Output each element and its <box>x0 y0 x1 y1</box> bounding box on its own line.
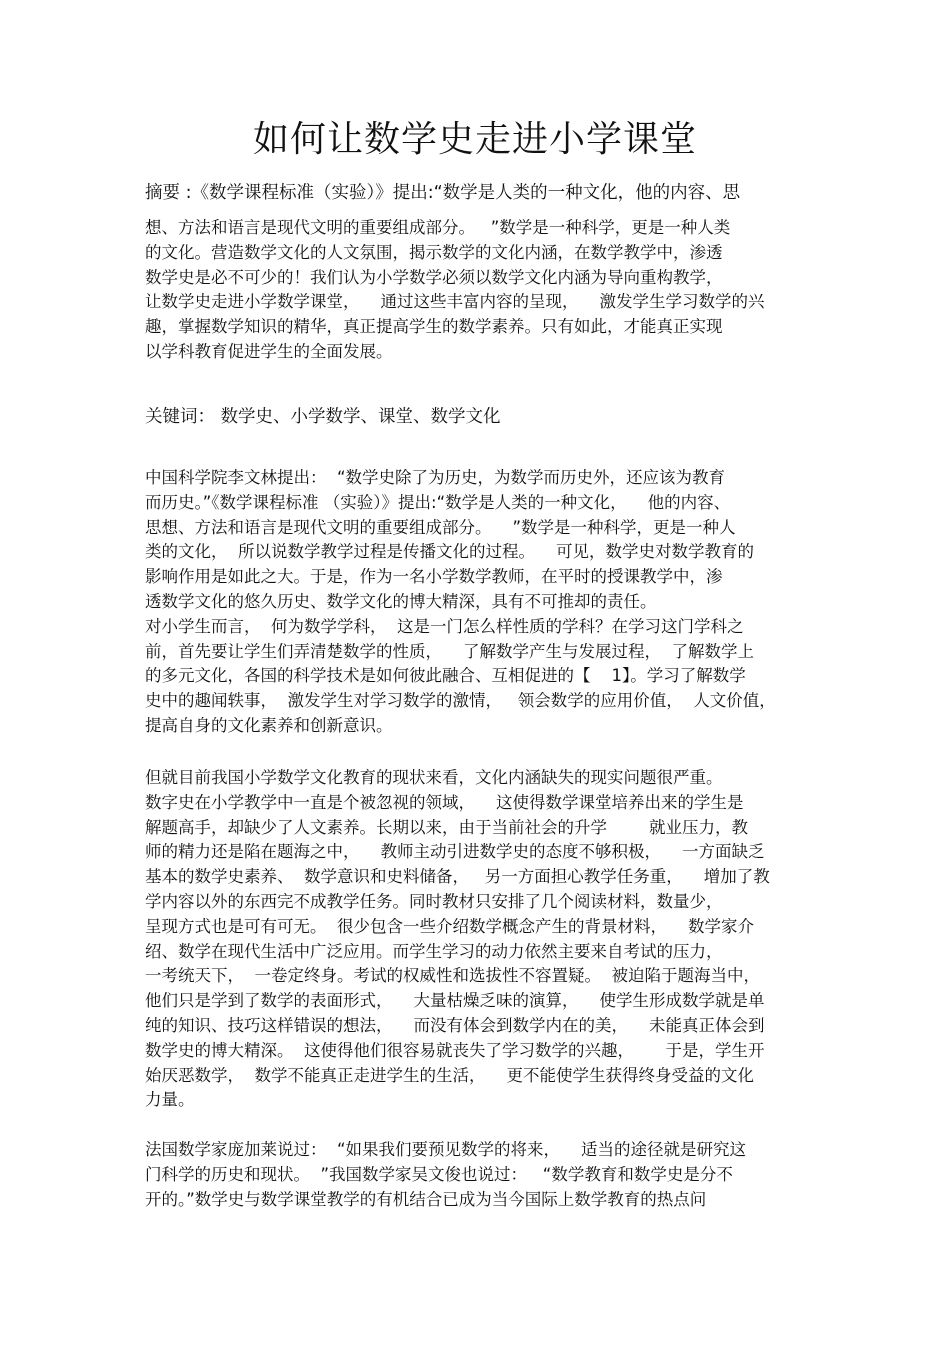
abstract <box>145 178 815 365</box>
paragraph-line: 中国科学院李文林提出： “数学史除了为历史，为数学而历史外，还应该为教育 <box>145 468 726 487</box>
keywords <box>145 404 815 430</box>
paragraph-line: 但就目前我国小学数学文化教育的现状来看，文化内涵缺失的现实问题很严重。 <box>145 768 723 787</box>
paragraph-line: 透数学文化的悠久历史、数学文化的博大精深，具有不可推却的责任。 <box>145 591 657 611</box>
paragraph-line: 的多元文化，各国的科学技术是如何彼此融合、互相促进的【 1】。学习了解数学 <box>145 666 746 686</box>
paragraph-line: 开的。”数学史与数学课堂教学的有机结合已成为当今国际上数学教育的热点问 <box>145 1189 707 1209</box>
abstract-line: 想、方法和语言是现代文明的重要组成部分。 ”数学是一种科学，更是一种人类 <box>145 218 731 237</box>
paragraph-1 <box>145 466 815 739</box>
paragraph-3 <box>145 1138 815 1212</box>
paragraph-line: 而历史。”《数学课程标准 （实验）》提出:“数学是人类的一种文化， 他的内容、 <box>145 492 731 512</box>
paragraph-line: 绍、数学在现代生活中广泛应用。而学生学习的动力依然主要来自考试的压力， <box>145 941 723 961</box>
abstract-line: 数学史是必不可少的！我们认为小学数学必须以数学文化内涵为导向重构教学， <box>145 267 723 287</box>
paragraph-line: 基本的数学史素养、 数学意识和史料储备， 另一方面担心教学任务重， 增加了教 <box>145 867 770 887</box>
paragraph-line: 学内容以外的东西完不成教学任务。同时教材只安排了几个阅读材料，数量少， <box>145 891 723 911</box>
abstract-line: 趣，掌握数学知识的精华，真正提高学生的数学素养。只有如此，才能真正实现 <box>145 317 723 337</box>
paragraph-line: 类的文化， 所以说数学教学过程是传播文化的过程。 可见，数学史对数学教育的 <box>145 542 754 562</box>
abstract-line: 让数学史走进小学数学课堂， 通过这些丰富内容的呈现， 激发学生学习数学的兴 <box>145 292 765 312</box>
keywords-line: 关键词： 数学史、小学数学、课堂、数学文化 <box>145 407 501 427</box>
paragraph-line: 门科学的历史和现状。 ”我国数学家吴文俊也说过： “数学教育和数学史是分不 <box>145 1164 733 1184</box>
abstract-line: 以学科教育促进学生的全面发展。 <box>145 341 393 361</box>
paragraph-2 <box>145 766 815 1113</box>
abstract-line: 摘要 :《数学课程标准（实验）》提出:“数学是人类的一种文化，他的内容、思 <box>145 183 741 203</box>
paragraph-line: 一考统天下， 一卷定终身。考试的权威性和选拔性不容置疑。 被迫陷于题海当中， <box>145 966 760 986</box>
paragraph-line: 提高自身的文化素养和创新意识。 <box>145 715 393 735</box>
paragraph-line: 数学史的博大精深。 这使得他们很容易就丧失了学习数学的兴趣， 于是，学生开 <box>145 1040 765 1060</box>
paragraph-line: 数字史在小学教学中一直是个被忽视的领域， 这使得数学课堂培养出来的学生是 <box>145 792 744 812</box>
paragraph-line: 呈现方式也是可有可无。 很少包含一些介绍数学概念产生的背景材料， 数学家介 <box>145 916 754 936</box>
paragraph-line: 解题高手，却缺少了人文素养。长期以来，由于当前社会的升学 就业压力，教 <box>145 817 748 837</box>
paragraph-line: 影响作用是如此之大。于是，作为一名小学数学教师，在平时的授课教学中，渗 <box>145 567 723 587</box>
document-title: 如何让数学史走进小学课堂 <box>252 119 697 160</box>
abstract-line: 的文化。营造数学文化的人文氛围，揭示数学的文化内涵，在数学教学中，渗透 <box>145 242 723 262</box>
paragraph-line: 史中的趣闻轶事， 激发学生对学习数学的激情， 领会数学的应用价值， 人文价值， <box>145 691 776 711</box>
paragraph-line: 纯的知识、技巧这样错误的想法， 而没有体会到数学内在的美， 未能真正体会到 <box>145 1015 765 1035</box>
paragraph-line: 他们只是学到了数学的表面形式， 大量枯燥乏味的演算， 使学生形成数学就是单 <box>145 991 765 1011</box>
paragraph-line: 思想、方法和语言是现代文明的重要组成部分。 ”数学是一种科学，更是一种人 <box>145 517 736 537</box>
paragraph-line: 前，首先要让学生们弄清楚数学的性质， 了解数学产生与发展过程， 了解数学上 <box>145 641 754 661</box>
paragraph-line: 师的精力还是陷在题海之中， 教师主动引进数学史的态度不够积极， 一方面缺乏 <box>145 842 765 862</box>
paragraph-line: 始厌恶数学， 数学不能真正走进学生的生活， 更不能使学生获得终身受益的文化 <box>145 1065 754 1085</box>
paragraph-line: 对小学生而言， 何为数学学科， 这是一门怎么样性质的学科？在学习这门学科之 <box>145 616 744 636</box>
paragraph-line: 力量。 <box>145 1090 195 1110</box>
paragraph-line: 法国数学家庞加莱说过： “如果我们要预见数学的将来， 适当的途径就是研究这 <box>145 1140 747 1159</box>
